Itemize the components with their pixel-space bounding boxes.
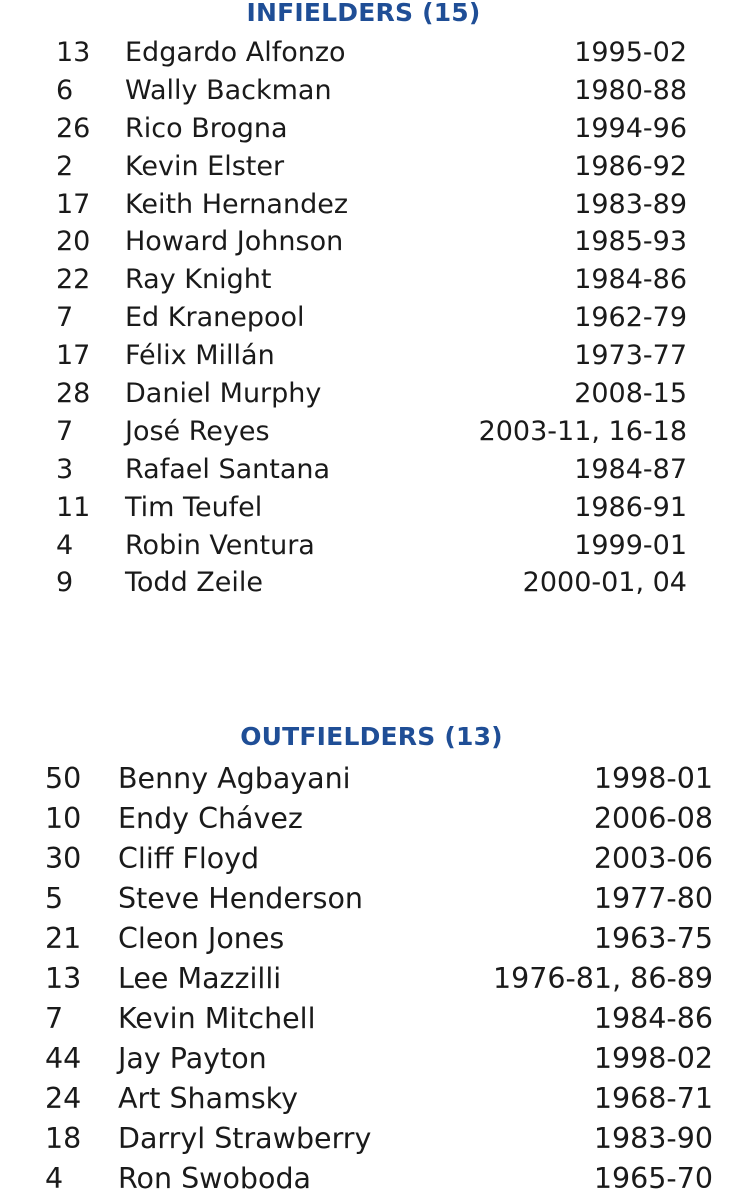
player-row [56,416,687,454]
infielders-list [56,37,687,605]
player-name: José Reyes [125,415,270,447]
player-years: 1985-93 [574,226,687,258]
player-number: 4 [56,529,74,561]
player-number: 6 [56,74,74,106]
player-years: 2006-08 [593,802,713,835]
player-number: 22 [56,264,91,296]
player-years: 1986-92 [574,150,687,182]
outfielders-heading: OUTFIELDERS (13) [240,722,503,751]
player-years: 1995-02 [574,37,687,68]
player-years: 1994-96 [574,112,687,144]
player-years: 2000-01, 04 [522,567,687,599]
player-number: 17 [56,340,91,372]
player-years: 1977-80 [593,882,713,915]
player-name: Kevin Elster [125,150,285,182]
player-name: Rico Brogna [125,112,288,144]
player-number: 21 [45,922,82,955]
player-years: 1984-86 [593,1002,713,1035]
player-number: 7 [45,1002,64,1035]
player-row [56,75,687,113]
player-number: 7 [56,415,74,447]
player-row [56,530,687,568]
player-name: Robin Ventura [125,529,315,561]
player-row [45,762,713,802]
player-row [56,226,687,264]
player-row [45,922,713,962]
player-name: Tim Teufel [125,491,263,523]
player-number: 4 [45,1162,64,1195]
player-row [56,189,687,227]
player-years: 1998-02 [593,1042,713,1075]
player-years: 1973-77 [574,340,687,372]
player-number: 26 [56,112,91,144]
player-years: 1984-86 [574,264,687,296]
player-name: Cleon Jones [118,922,285,955]
player-row [45,1002,713,1042]
player-row [45,842,713,882]
player-row [56,567,687,605]
player-years: 1965-70 [593,1162,713,1195]
player-name: Rafael Santana [125,453,331,485]
player-years: 1968-71 [593,1082,713,1115]
player-row [56,302,687,340]
player-years: 1983-89 [574,188,687,220]
player-years: 1980-88 [574,74,687,106]
player-name: Endy Chávez [118,802,303,835]
player-number: 13 [45,962,82,995]
player-row [56,37,687,75]
player-number: 24 [45,1082,82,1115]
player-years: 1998-01 [593,762,713,795]
player-row [56,113,687,151]
player-name: Benny Agbayani [118,762,351,795]
player-name: Kevin Mitchell [118,1002,316,1035]
player-name: Steve Henderson [118,882,363,915]
player-name: Cliff Floyd [118,842,260,875]
player-number: 20 [56,226,91,258]
player-name: Keith Hernandez [125,188,348,220]
player-number: 5 [45,882,64,915]
player-number: 13 [56,37,91,68]
player-number: 18 [45,1122,82,1155]
player-name: Jay Payton [118,1042,267,1075]
player-row [56,454,687,492]
player-row [45,1042,713,1082]
player-years: 2003-06 [593,842,713,875]
player-years: 1983-90 [593,1122,713,1155]
player-years: 1986-91 [574,491,687,523]
player-row [56,492,687,530]
player-name: Wally Backman [125,74,332,106]
player-name: Ray Knight [125,264,272,296]
infielders-heading: INFIELDERS (15) [246,0,481,27]
player-name: Todd Zeile [125,567,264,599]
player-number: 10 [45,802,82,835]
player-row [45,1162,713,1202]
player-number: 17 [56,188,91,220]
player-row [45,1082,713,1122]
player-number: 44 [45,1042,82,1075]
player-years: 2008-15 [574,378,687,410]
player-number: 28 [56,378,91,410]
player-number: 11 [56,491,91,523]
player-years: 1999-01 [574,529,687,561]
player-row [45,962,713,1002]
player-name: Edgardo Alfonzo [125,37,346,68]
player-number: 9 [56,567,74,599]
player-row [45,882,713,922]
player-years: 1976-81, 86-89 [492,962,713,995]
player-name: Félix Millán [125,340,275,372]
player-years: 1963-75 [593,922,713,955]
player-name: Howard Johnson [125,226,344,258]
player-name: Daniel Murphy [125,378,322,410]
player-years: 1962-79 [574,302,687,334]
player-row [56,264,687,302]
outfielders-list [45,762,713,1202]
player-row [56,378,687,416]
player-years: 2003-11, 16-18 [478,415,687,447]
player-number: 3 [56,453,74,485]
player-number: 2 [56,150,74,182]
player-number: 50 [45,762,82,795]
player-years: 1984-87 [574,453,687,485]
player-name: Darryl Strawberry [118,1122,372,1155]
player-name: Lee Mazzilli [118,962,282,995]
player-name: Ron Swoboda [118,1162,312,1195]
player-row [56,151,687,189]
player-name: Ed Kranepool [125,302,305,334]
player-row [56,340,687,378]
player-number: 7 [56,302,74,334]
player-row [45,1122,713,1162]
player-row [45,802,713,842]
player-number: 30 [45,842,82,875]
player-name: Art Shamsky [118,1082,299,1115]
